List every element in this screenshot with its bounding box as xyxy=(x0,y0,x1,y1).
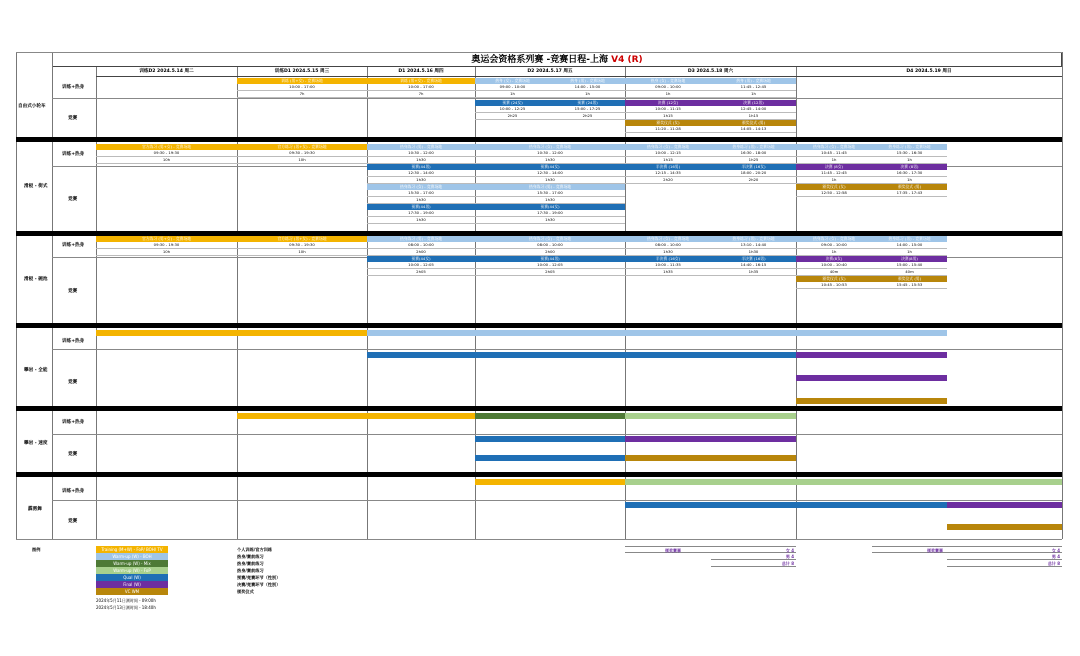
event-bar xyxy=(796,375,947,381)
row-label-training: 训练+热身 xyxy=(62,243,85,248)
section-divider xyxy=(16,137,1062,142)
legend-desc: 热身/赛前练习 xyxy=(237,568,264,573)
legend-swatch: Warm-up (W) - BOH xyxy=(96,553,168,560)
medal-summary-left-total: 总计 8 xyxy=(711,560,796,567)
row-line xyxy=(52,434,1062,435)
event-bar xyxy=(475,352,625,358)
row-label-competition: 竞赛 xyxy=(68,197,78,202)
frame-top xyxy=(16,52,1062,53)
event-bar xyxy=(796,479,947,485)
medal-summary-right-total: 总计 8 xyxy=(947,560,1062,567)
event-bar xyxy=(625,455,796,461)
event-block: 热身 (女) - 竞赛场地 09:00 - 10:00 1h xyxy=(475,78,550,98)
medal-summary-left-men: 男 4 xyxy=(711,553,796,560)
event-block: 热身 (男) - 竞赛场地 11:45 - 12:45 1h xyxy=(711,78,796,98)
frame-label-col xyxy=(52,52,53,539)
event-bar xyxy=(237,330,302,336)
event-bar xyxy=(475,479,625,485)
frame-bottom xyxy=(16,539,1062,540)
legend-desc: 决赛/竞赛环节（性别） xyxy=(237,582,281,587)
section-label-breaking: 霹雳舞 xyxy=(28,507,42,512)
event-block: 决赛 (12男) 12:45 - 14:00 1h15 颁奖仪式 (男) 14:05 - 14:13 xyxy=(711,100,796,133)
section-label-park: 滑板 - 碗池 xyxy=(24,277,48,282)
event-bar xyxy=(625,436,796,442)
event-block: 热身练习 (男) - 竞赛场地 08:00 - 10:00 2h00 预赛(44女) 10:00 - 12:05 2h05 xyxy=(367,236,475,276)
event-block: 官方练习 (男+女) - 竞赛场地 09:30 - 19:30 10h xyxy=(96,236,237,256)
section-divider xyxy=(16,406,1062,411)
medal-summary-right: 颁奖赛事 女 4 xyxy=(872,546,1062,553)
section-label-combined: 攀岩 - 全能 xyxy=(24,368,48,373)
row-label-competition: 竞赛 xyxy=(68,452,78,457)
event-block: 热身练习 (男) - 竞赛场地 16:30 - 18:00 1h25 半决赛 (16女) 18:00 - 20:20 2h20 xyxy=(711,144,796,184)
event-block: 热身练习 (女) - 竞赛场地 10:00 - 12:15 1h15 半决赛 (16男) 12:15 - 14:35 2h20 xyxy=(625,144,711,184)
row-line xyxy=(52,98,1062,99)
event-bar xyxy=(475,330,625,336)
event-bar xyxy=(625,413,796,419)
event-block: 热身 (女) - 竞赛场地 09:00 - 10:00 1h xyxy=(625,78,711,98)
legend-desc: 热身/赛前练习 xyxy=(237,561,264,566)
event-block: 热身练习 (男) - 竞赛场地 15:30 - 16:30 1h 决赛 (8男) 16:30 - 17:30 1h 颁奖仪式 (男) 17:35 - 17:43 xyxy=(872,144,947,197)
event-block: 训练 (男+女) - 竞赛场地 10:00 - 17:00 7h xyxy=(237,78,367,98)
event-bar xyxy=(625,330,796,336)
event-bar xyxy=(796,330,947,336)
event-bar xyxy=(367,330,475,336)
day-header: D3 2024.5.18 周六 xyxy=(625,67,796,77)
row-label-competition: 竞赛 xyxy=(68,289,78,294)
day-header: D4 2024.5.19 周日 xyxy=(796,67,1062,77)
event-bar xyxy=(475,455,625,461)
row-label-competition: 竞赛 xyxy=(68,380,78,385)
event-bar xyxy=(796,398,947,404)
event-block: 训练 (男+女) - 竞赛场地 10:00 - 17:00 7h xyxy=(367,78,475,98)
medal-summary-right-men: 男 4 xyxy=(947,553,1062,560)
legend-swatch: Warm-up (W) - FoP xyxy=(96,567,168,574)
row-line xyxy=(52,500,1062,501)
event-block: 热身练习 (女) - 竞赛场地 08:00 - 10:00 2h00 预赛(44男) 10:00 - 12:05 2h05 xyxy=(475,236,625,276)
event-block: 官方练习 (男+女) - 竞赛场地 09:30 - 19:30 10h xyxy=(237,236,367,256)
event-bar xyxy=(625,352,796,358)
title-version: V4 (R) xyxy=(611,55,643,65)
event-bar xyxy=(475,436,625,442)
event-bar xyxy=(367,413,475,419)
legend-swatch: VC WM xyxy=(96,588,168,595)
event-block: 热身练习 (女) - 竞赛场地 10:30 - 12:00 1h30 预赛(44女) 12:30 - 14:00 1h30 热身练习 (男) - 竞赛场地 15:30 - 17:00 1h30 预赛(44女) 17:30 - 19:00 1h30 xyxy=(475,144,625,224)
title-main: 奥运会资格系列赛 -竞赛日程-上海 xyxy=(471,55,612,65)
row-label-training: 训练+热身 xyxy=(62,339,85,344)
event-block: 预赛 (24男) 15:00 - 17:25 2h25 xyxy=(550,100,625,120)
event-block: 决赛 (12女) 10:00 - 11:15 1h15 颁奖仪式 (女) 11:20 - 11:28 xyxy=(625,100,711,133)
legend-swatch: Training (M+W) - FoP/ BOH/ TV xyxy=(96,546,168,553)
event-block: 热身练习 (女) - 竞赛场地 09:00 - 10:00 1h 决赛(8女) 10:00 - 10:40 40m 颁奖仪式 (女) 10:45 - 10:53 xyxy=(796,236,872,289)
section-label-bmx: 自由式小轮车 xyxy=(18,104,46,109)
row-label-training: 训练+热身 xyxy=(62,152,85,157)
event-bar xyxy=(237,413,367,419)
event-block: 热身练习 (男) - 竞赛场地 10:30 - 12:00 1h30 预赛(44男) 12:30 - 14:00 1h30 热身练习 (女) - 竞赛场地 15:30 - 17:00 1h30 预赛(44男) 17:30 - 19:00 1h30 xyxy=(367,144,475,224)
event-block: 热身练习 (男) - 竞赛场地 14:00 - 15:00 1h 决赛(8男) 15:00 - 15:40 40m 颁奖仪式 (男) 15:45 - 15:53 xyxy=(872,236,947,289)
schedule-title xyxy=(52,52,1062,67)
event-bar xyxy=(947,502,1062,508)
event-bar xyxy=(796,352,947,358)
event-bar xyxy=(796,502,947,508)
event-bar xyxy=(367,352,475,358)
event-bar xyxy=(625,502,796,508)
event-bar xyxy=(167,330,237,336)
event-block: 热身练习 (女) - 竞赛场地 08:00 - 10:00 1h30 半决赛 (16女) 10:00 - 11:35 1h35 xyxy=(625,236,711,276)
section-divider xyxy=(16,472,1062,477)
event-block: 热身练习 (男) - 竞赛场地 13:10 - 14:40 1h30 半决赛 (16男) 14:40 - 16:15 1h35 xyxy=(711,236,796,276)
frame-right xyxy=(1062,52,1063,539)
legend-desc: 预赛/竞赛环节（性别） xyxy=(237,575,281,580)
section-divider xyxy=(16,323,1062,328)
row-label-training: 训练+热身 xyxy=(62,420,85,425)
day-header: 训练D2 2024.5.14 周二 xyxy=(96,67,237,77)
event-block: 官方练习 (男+女) - 竞赛场地 09:30 - 19:30 10h xyxy=(237,144,367,164)
legend-swatch: Qual (W) xyxy=(96,574,168,581)
footnote: 2024年5月11日测时间 - 09:00h xyxy=(96,598,156,603)
frame-left xyxy=(16,52,17,539)
day-header: 训练D1 2024.5.15 周三 xyxy=(237,67,367,77)
legend-swatch: Final (W) xyxy=(96,581,168,588)
event-bar xyxy=(96,330,167,336)
event-block: 官方练习 (男+女) - 竞赛场地 09:30 - 19:30 10h xyxy=(96,144,237,164)
day-header: D1 2024.5.16 周四 xyxy=(367,67,475,77)
row-label-training: 训练+热身 xyxy=(62,489,85,494)
row-label-competition: 竞赛 xyxy=(68,116,78,121)
legend-desc: 颁奖仪式 xyxy=(237,589,254,594)
medal-summary-left: 颁奖赛事 女 4 xyxy=(625,546,796,553)
row-line xyxy=(52,349,1062,350)
legend-desc: 热身/赛前练习 xyxy=(237,554,264,559)
event-block: 热身 (男) - 竞赛场地 14:00 - 15:00 1h xyxy=(550,78,625,98)
footnote: 2024年5月13日测时间 - 18:40h xyxy=(96,605,156,610)
legend-desc: 个人训练/官方训练 xyxy=(237,547,273,552)
event-bar xyxy=(625,479,796,485)
legend-swatch: Warm-up (W) - Mix xyxy=(96,560,168,567)
event-bar xyxy=(475,413,625,419)
event-block: 热身练习 (女) - 竞赛场地 10:45 - 11:45 1h 决赛 (8女) 11:45 - 12:45 1h 颁奖仪式 (女) 12:50 - 12:58 xyxy=(796,144,872,197)
row-label-training: 训练+热身 xyxy=(62,85,85,90)
row-label-competition: 竞赛 xyxy=(68,519,78,524)
event-bar xyxy=(947,479,1062,485)
event-block: 预赛 (24女) 10:00 - 12:25 2h25 xyxy=(475,100,550,120)
section-label-street: 滑板 - 街式 xyxy=(24,184,48,189)
event-bar xyxy=(947,524,1062,530)
legend-title: 图例 xyxy=(32,547,41,552)
day-header: D2 2024.5.17 周五 xyxy=(475,67,625,77)
section-label-speed: 攀岩 - 速度 xyxy=(24,441,48,446)
event-bar xyxy=(302,330,367,336)
